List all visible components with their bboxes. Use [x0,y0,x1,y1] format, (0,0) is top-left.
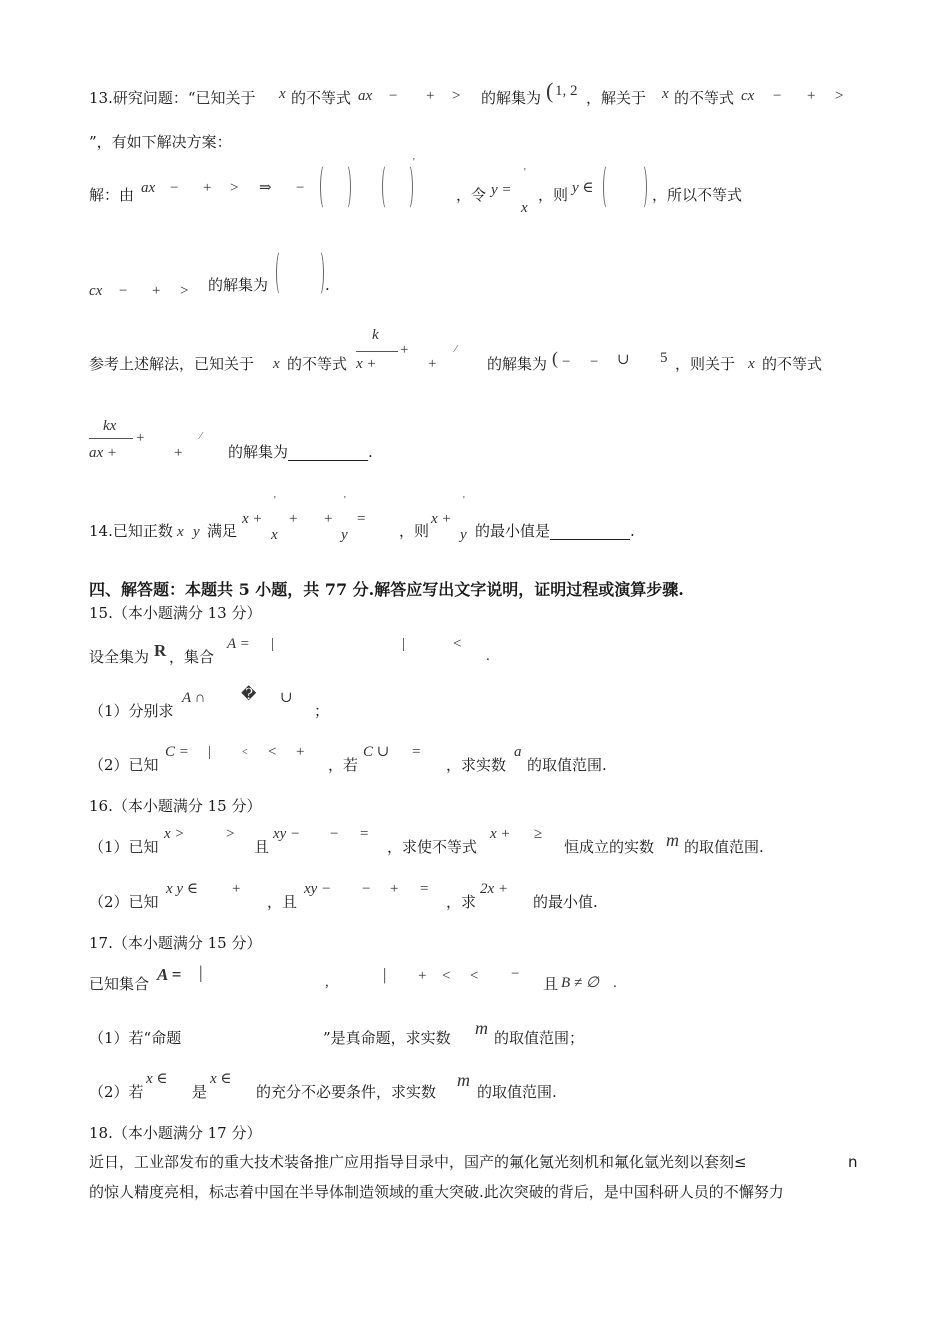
q13-line3-text: 解：由 [89,186,135,204]
math-plus: + [289,511,298,527]
math-tick: ' [413,157,415,168]
q18-unit: n [848,1153,858,1171]
q15-part1-end: ； [314,702,330,720]
math-x-plus: x + [356,356,377,372]
math-tick: ' [274,495,276,506]
math-plus: + [203,180,212,196]
math-dot: . [613,975,617,991]
paren-left [382,164,391,210]
math-minus: − [362,881,371,897]
math-kx: kx [103,418,117,434]
q14-text: 满足 [207,522,238,540]
math-plus: + [136,430,145,446]
math-cup: ∪ [617,352,630,368]
math-gt: > [226,826,235,842]
q15-part2: ，若 [328,756,359,774]
math-y: y [193,524,200,540]
q17-part2: 是 [192,1083,208,1101]
q16-part2: ，求 [446,893,477,911]
math-plus: + [400,342,409,358]
math-plus: + [232,881,241,897]
math-gt: > [180,283,189,299]
math-plus: + [428,356,437,372]
math-x: x [273,356,280,372]
math-plus: + [418,968,427,984]
q17-text: 且 [543,975,559,993]
math-bar: | [208,744,212,760]
math-slash: ⁄ [455,344,457,355]
math-minus: − [170,180,179,196]
math-xy-minus: xy − [304,881,332,897]
math-plus: + [807,88,816,104]
q13-line1-text: 的不等式 [291,89,352,107]
math-A-eq: A = [227,636,250,652]
math-minus: − [119,283,128,299]
math-five: 5 [660,350,668,366]
q13-line4-text: 的解集为 [208,276,269,294]
math-plus: + [324,511,333,527]
math-bar: | [271,636,275,652]
q13-line5-text: 的解集为 [487,355,548,373]
math-tick: ' [463,495,465,506]
q16-part2: ，且 [267,893,298,911]
math-unknown-glyph: � [241,687,257,703]
q16-part2: 的最小值. [533,893,598,911]
math-eq: = [420,881,429,897]
math-plus: + [390,881,399,897]
math-eq: = [412,744,421,760]
q15-heading: 15.（本小题满分 13 分） [89,604,262,622]
math-x-plus: x + [490,826,511,842]
q16-part1: ，求使不等式 [387,838,478,856]
math-k: k [372,327,379,343]
math-neg: − [562,354,571,370]
q13-line3-text: ，则 [538,186,569,204]
q13-line1-text: 的解集为 [481,89,542,107]
q15-part2: ，求实数 [446,756,507,774]
q13-line5-text: 的不等式 [762,355,823,373]
answer-blank[interactable] [288,446,368,461]
math-minus: − [296,180,305,196]
paren-right [404,164,413,210]
math-eq: = [357,511,366,527]
q13-line1-text: ，解关于 [586,89,647,107]
q13-line3-text: ，令 [456,186,487,204]
math-plus: + [426,88,435,104]
math-paren: ( [552,348,558,368]
fraction-bar [356,351,398,352]
math-neg: − [590,354,599,370]
math-ge: ≥ [534,826,543,842]
math-gt: > [452,88,461,104]
math-ax: ax [358,88,373,104]
math-gt: > [835,88,844,104]
q16-part1: 的取值范围. [684,838,764,856]
math-y: y [460,527,467,543]
q13-line4-end: . [325,276,330,294]
q15-part2: （2）已知 [89,756,159,774]
math-y-in: y ∈ [572,180,594,196]
math-A-eq-bold: A = [157,965,182,984]
q16-part2: （2）已知 [89,893,159,911]
math-lt: < [470,968,479,984]
q17-part1: （1）若“命题 [89,1029,182,1047]
math-x: x [521,200,528,216]
q16-part1: （1）已知 [89,838,159,856]
q17-part1: ”是真命题，求实数 [323,1029,451,1047]
math-x: x [271,527,278,543]
math-plus: + [152,283,161,299]
paren-right [342,164,351,210]
math-lt: < [453,636,462,652]
q17-part2: 的取值范围. [477,1083,557,1101]
math-dot: . [486,648,490,664]
math-minus: − [389,88,398,104]
math-y-eq: y = [491,182,512,198]
math-x-in: x ∈ [210,1071,232,1087]
q17-part2: （2）若 [89,1083,144,1101]
math-ax: ax [141,180,156,196]
q18-paragraph-line: 近日，工业部发布的重大技术装备推广应用指导目录中，国产的氟化氪光刻机和氟化氩光刻以套刻≤ [89,1153,747,1171]
q13-line5-text: 的不等式 [287,355,348,373]
math-x-plus: x + [431,511,452,527]
math-B-neq-empty: B ≠ ∅ [561,975,599,991]
q13-line1-text: 13.研究问题：“已知关于 [89,89,256,107]
q14-text: 的最小值是 . [475,522,635,540]
paren-left [320,164,329,210]
q17-text: 已知集合 [89,975,150,993]
q14-text: 14.已知正数 [89,522,173,540]
math-m: m [457,1070,470,1090]
math-C-cup: C ∪ [363,744,390,760]
q16-part1: 恒成立的实数 [564,838,655,856]
q15-text: 设全集为 [89,648,150,666]
math-plus: + [296,744,305,760]
math-lt: < [442,968,451,984]
q13-line2-text: ”，有如下解决方案： [89,133,232,151]
math-y: y [341,527,348,543]
q15-part2: 的取值范围. [527,756,607,774]
paren-right [315,250,324,296]
q13-line3-text: ，所以不等式 [652,186,743,204]
math-plus: + [174,445,183,461]
math-cup: ∪ [280,690,293,706]
q13-line5-text: 参考上述解法，已知关于 [89,355,255,373]
math-x-gt: x > [164,826,185,842]
math-a: a [514,744,522,760]
q15-part1: （1）分别求 [89,702,174,720]
math-C-eq: C = [165,744,189,760]
q18-paragraph-line: 的惊人精度亮相，标志着中国在半导体制造领域的重大突破.此次突破的背后，是中国科研人员的不懈努力 [89,1183,784,1201]
q17-part2: 的充分不必要条件，求实数 [256,1083,437,1101]
math-x: x [662,86,669,102]
q14-text: ，则 [399,522,430,540]
math-x: x [177,524,184,540]
math-gt: > [230,180,239,196]
math-cx: cx [89,283,103,299]
math-comma: , [325,974,329,990]
math-tick: ' [344,495,346,506]
q16-heading: 16.（本小题满分 15 分） [89,797,262,815]
math-m: m [666,830,679,850]
section-heading: 四、解答题：本题共 5 小题，共 77 分.解答应写出文字说明，证明过程或演算步骤. [89,580,684,599]
math-bar: | [402,636,406,652]
math-implies: ⇒ [259,180,272,196]
q13-line5-text: ，则关于 [675,355,736,373]
q18-heading: 18.（本小题满分 17 分） [89,1124,262,1142]
q15-text: ，集合 [169,648,215,666]
math-ax-plus: ax + [89,445,118,461]
math-lt: < [242,747,248,758]
q17-part1: 的取值范围； [494,1029,585,1047]
q13-line6-text: 的解集为 . [228,443,373,461]
q16-part1: 且 [254,838,270,856]
math-x-in: x ∈ [146,1071,168,1087]
math-lt: < [268,744,277,760]
fraction-bar [89,438,133,439]
math-bar: | [199,962,203,982]
math-m: m [475,1018,488,1038]
math-interval: 1, 2 [555,83,578,99]
math-A-cap: A ∩ [182,690,206,706]
q17-heading: 17.（本小题满分 15 分） [89,934,262,952]
math-x: x [748,356,755,372]
math-minus: − [773,88,782,104]
math-xy-minus: xy − [273,826,301,842]
math-R: R [154,641,167,660]
q13-line1-text: 的不等式 [674,89,735,107]
math-paren: ( [546,78,554,103]
math-slash: ⁄ [200,431,202,442]
answer-blank[interactable] [550,525,630,540]
math-xy-in: x y ∈ [166,881,198,897]
math-cx: cx [741,88,755,104]
math-x: x [279,86,286,102]
paren-left [276,250,285,296]
paren-left [603,164,612,210]
math-x-plus: x + [242,511,263,527]
paren-right [638,164,647,210]
math-2x-plus: 2x + [480,881,509,897]
math-minus: − [511,966,520,982]
math-bar: | [383,965,387,984]
math-tick: ' [524,167,526,178]
math-minus: − [330,826,339,842]
math-eq: = [360,826,369,842]
